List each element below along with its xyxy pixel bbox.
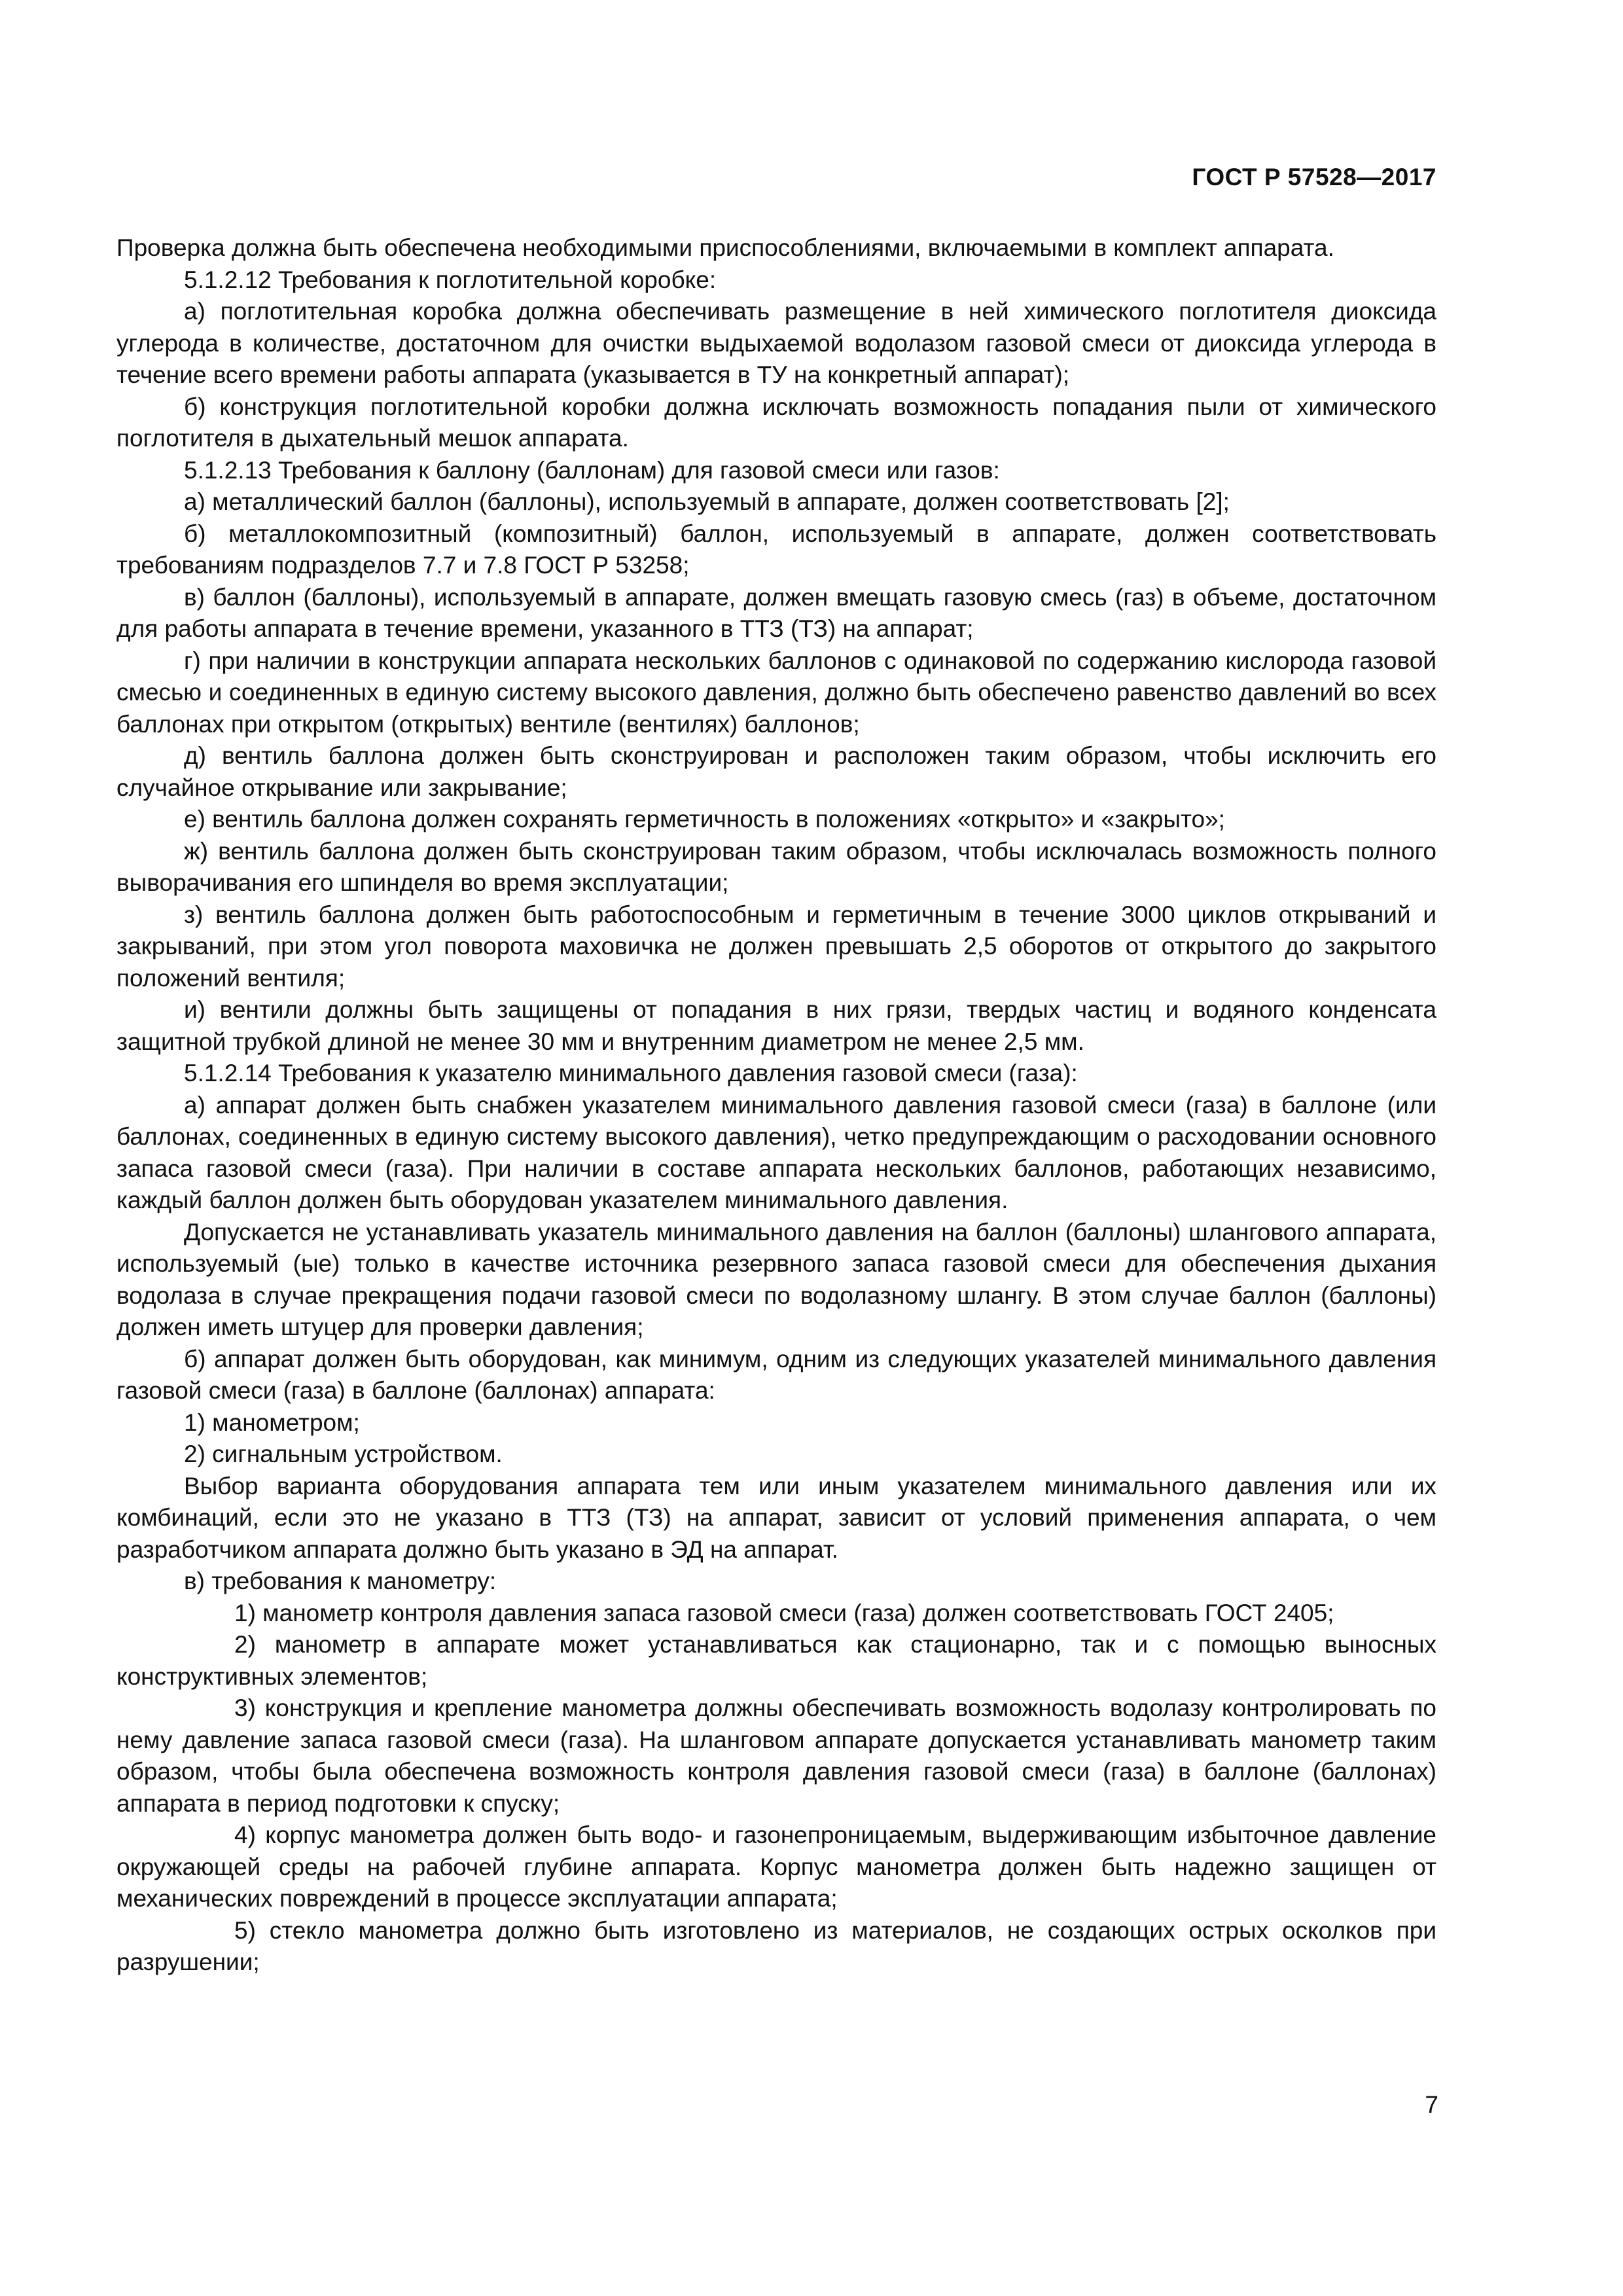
paragraph: а) поглотительная коробка должна обеспечивать размещение в ней химического поглотителя диоксида углерода в количестве, достаточном для очистки выдыхаемой водолазом газовой смеси от диоксида углерода в течение всего времени работы аппарата (указывается в ТУ на конкретный аппарат); — [116, 298, 1436, 388]
paragraph: и) вентили должны быть защищены от попадания в них грязи, твердых частиц и водяного конденсата защитной трубкой длиной не менее 30 мм и внутренним диаметром не менее 2,5 мм. — [116, 996, 1436, 1055]
paragraph: 1) манометр контроля давления запаса газовой смеси (газа) должен соответствовать ГОСТ 2405; — [234, 1599, 1334, 1626]
paragraph: а) металлический баллон (баллоны), используемый в аппарате, должен соответствовать [2]; — [184, 488, 1230, 515]
paragraph: б) металлокомпозитный (композитный) баллон, используемый в аппарате, должен соответствовать требованиям подразделов 7.7 и 7.8 ГОСТ Р 53258; — [116, 520, 1436, 579]
paragraph: в) требования к манометру: — [184, 1568, 497, 1594]
paragraph: 5.1.2.12 Требования к поглотительной коробке: — [184, 266, 717, 293]
document-code-header: ГОСТ Р 57528—2017 — [1192, 164, 1436, 190]
paragraph: 5.1.2.14 Требования к указателю минимального давления газовой смеси (газа): — [184, 1060, 1078, 1086]
paragraph: б) аппарат должен быть оборудован, как минимум, одним из следующих указателей минимального давления газовой смеси (газа) в баллоне (баллонах) аппарата: — [116, 1345, 1436, 1404]
page-number: 7 — [1425, 2091, 1438, 2118]
paragraph: а) аппарат должен быть снабжен указателем минимального давления газовой смеси (газа) в баллоне (или баллонах, соединенных в единую систему высокого давления), четко предупреждающим о расходовании основного запаса газовой смеси (газа). При наличии в составе аппарата нескольких баллонов, работающих независимо, каждый баллон должен быть оборудован указателем минимального давления. — [116, 1091, 1436, 1213]
paragraph: 2) манометр в аппарате может устанавливаться как стационарно, так и с помощью выносных конструктивных элементов; — [116, 1631, 1436, 1690]
paragraph: 1) манометром; — [184, 1408, 360, 1436]
paragraph: 2) сигнальным устройством. — [184, 1441, 503, 1467]
paragraph: в) баллон (баллоны), используемый в аппарате, должен вмещать газовую смесь (газ) в объеме, достаточном для работы аппарата в течение времени, указанного в ТТЗ (ТЗ) на аппарат; — [116, 583, 1436, 642]
paragraph: Проверка должна быть обеспечена необходимыми приспособлениями, включаемыми в комплект аппарата. — [116, 234, 1334, 261]
paragraph: г) при наличии в конструкции аппарата нескольких баллонов с одинаковой по содержанию кислорода газовой смесью и соединенных в единую систему высокого давления, должно быть обеспечено равенство давлений во всех баллонах при открытом (открытых) вентиле (вентилях) баллонов; — [116, 647, 1436, 738]
paragraph: б) конструкция поглотительной коробки должна исключать возможность попадания пыли от химического поглотителя в дыхательный мешок аппарата. — [116, 393, 1436, 452]
paragraph: Выбор варианта оборудования аппарата тем или иным указателем минимального давления или их комбинаций, если это не указано в ТТЗ (ТЗ) на аппарат, зависит от условий применения аппарата, о чем разработчиком аппарата должно быть указано в ЭД на аппарат. — [116, 1472, 1436, 1563]
paragraph: з) вентиль баллона должен быть работоспособным и герметичным в течение 3000 циклов открываний и закрываний, при этом угол поворота маховичка не должен превышать 2,5 оборотов от открытого до закрытого положений вентиля; — [116, 901, 1436, 992]
paragraph: д) вентиль баллона должен быть сконструирован и расположен таким образом, чтобы исключить его случайное открывание или закрывание; — [116, 742, 1436, 801]
paragraph: 3) конструкция и крепление манометра должны обеспечивать возможность водолазу контролировать по нему давление запаса газовой смеси (газа). На шланговом аппарате допускается устанавливать манометр таким образом, чтобы была обеспечена возможность контроля давления газовой смеси (газа) в баллоне (баллонах) аппарата в период подготовки к спуску; — [116, 1695, 1436, 1817]
paragraph: е) вентиль баллона должен сохранять герметичность в положениях «открыто» и «закрыто»; — [184, 806, 1225, 833]
paragraph: ж) вентиль баллона должен быть сконструирован таким образом, чтобы исключалась возможность полного выворачивания его шпинделя во время эксплуатации; — [116, 837, 1436, 896]
paragraph: 5) стекло манометра должно быть изготовлено из материалов, не создающих острых осколков при разрушении; — [116, 1916, 1436, 1975]
paragraph: 5.1.2.13 Требования к баллону (баллонам) для газовой смеси или газов: — [184, 456, 1000, 484]
paragraph: 4) корпус манометра должен быть водо- и газонепроницаемым, выдерживающим избыточное давление окружающей среды на рабочей глубине аппарата. Корпус манометра должен быть надежно защищен от механических повреждений в процессе эксплуатации аппарата; — [116, 1821, 1436, 1912]
paragraph: Допускается не устанавливать указатель минимального давления на баллон (баллоны) шлангового аппарата, используемый (ые) только в качестве источника резервного запаса газовой смеси для обеспечения дыхания водолаза в случае прекращения подачи газовой смеси по водолазному шлангу. В этом случае баллон (баллоны) должен иметь штуцер для проверки давления; — [116, 1218, 1436, 1340]
document-body — [116, 232, 1436, 1979]
